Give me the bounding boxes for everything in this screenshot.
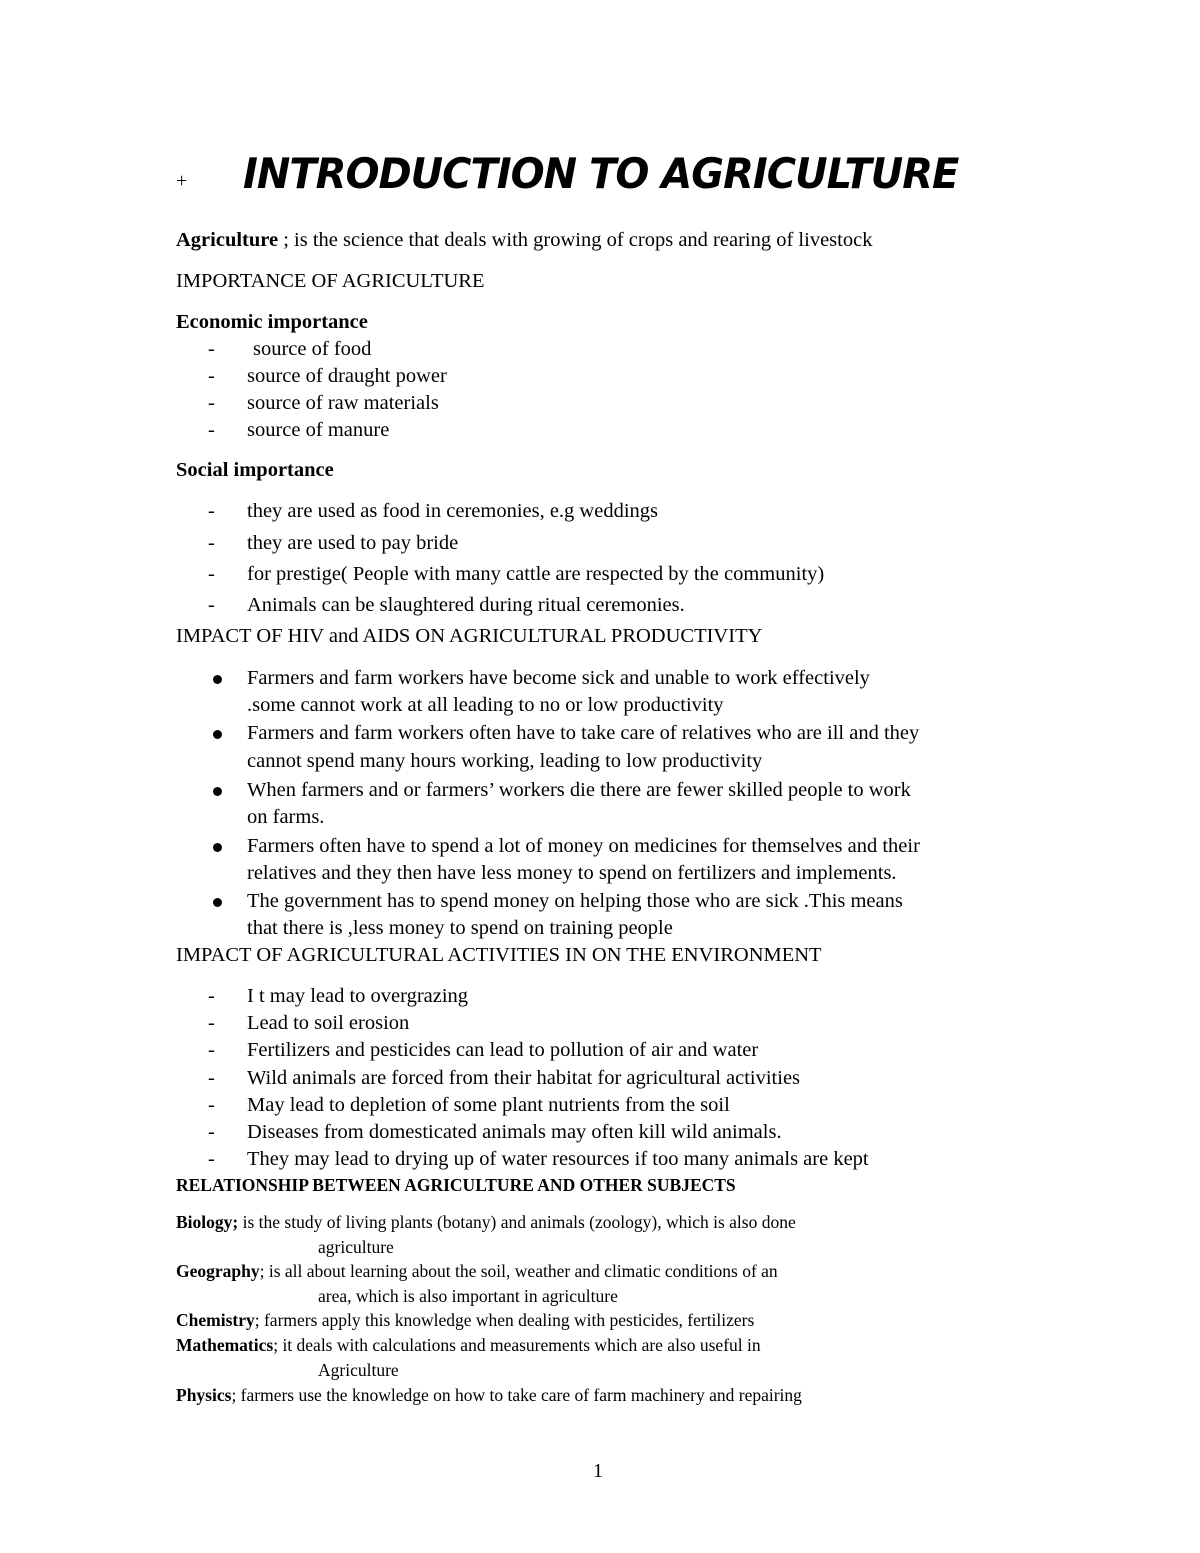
definition-text: ; is the science that deals with growing of crops and rearing of livestock (278, 229, 873, 251)
list-dash: - (208, 985, 215, 1007)
bullet-icon (213, 843, 222, 852)
importance-heading: IMPORTANCE OF AGRICULTURE (176, 270, 485, 292)
definition (176, 229, 872, 252)
list-item: they are used as food in ceremonies, e.g weddings (247, 500, 659, 522)
environment-heading: IMPACT OF AGRICULTURAL ACTIVITIES IN ON THE ENVIRONMENT (176, 944, 822, 966)
list-item-line: that there is ,less money to spend on training people (247, 917, 673, 939)
list-item: They may lead to drying up of water resources if too many animals are kept (247, 1148, 869, 1170)
list-dash: - (208, 338, 215, 360)
list-dash: - (208, 392, 215, 414)
subject-text: ; farmers use the knowledge on how to take care of farm machinery and repairing (231, 1385, 802, 1405)
page-title: INTRODUCTION TO AGRICULTURE (243, 150, 959, 199)
list-item-line: The government has to spend money on helping those who are sick .This means (247, 890, 903, 912)
list-item: Lead to soil erosion (247, 1012, 410, 1034)
list-dash: - (208, 1067, 215, 1089)
subject-entry (176, 1261, 778, 1282)
bullet-icon (213, 898, 222, 907)
list-item: for prestige( People with many cattle are respected by the community) (247, 563, 825, 585)
list-item: source of food (253, 338, 372, 360)
title-prefix: + (176, 170, 188, 192)
definition-term: Agriculture (176, 229, 279, 251)
list-item: Fertilizers and pesticides can lead to pollution of air and water (247, 1039, 759, 1061)
subject-name: Geography (176, 1261, 260, 1281)
list-dash: - (208, 563, 215, 585)
list-item-line: When farmers and or farmers’ workers die there are fewer skilled people to work (247, 779, 911, 801)
subject-name: Physics (176, 1385, 232, 1405)
list-dash: - (208, 1121, 215, 1143)
subject-name: Chemistry (176, 1310, 255, 1330)
list-dash: - (208, 1039, 215, 1061)
bullet-icon (213, 675, 222, 684)
list-item-line: on farms. (247, 806, 325, 828)
list-dash: - (208, 1094, 215, 1116)
list-dash: - (208, 419, 215, 441)
list-item: Animals can be slaughtered during ritual ceremonies. (247, 594, 685, 616)
list-item: May lead to depletion of some plant nutrients from the soil (247, 1094, 730, 1116)
list-item-line: Farmers and farm workers often have to take care of relatives who are ill and they (247, 722, 920, 744)
subject-continuation: area, which is also important in agriculture (318, 1286, 618, 1306)
list-item-line: Farmers and farm workers have become sick and unable to work effectively (247, 667, 870, 689)
list-item: source of raw materials (247, 392, 439, 414)
subject-text: ; farmers apply this knowledge when dealing with pesticides, fertilizers (254, 1310, 755, 1330)
list-dash: - (208, 1012, 215, 1034)
list-dash: - (208, 1148, 215, 1170)
bullet-icon (213, 787, 222, 796)
list-item-line: relatives and they then have less money to spend on fertilizers and implements. (247, 862, 897, 884)
bullet-icon (213, 730, 222, 739)
subject-continuation: agriculture (318, 1237, 394, 1257)
list-item: source of draught power (247, 365, 447, 387)
list-item-line: cannot spend many hours working, leading to low productivity (247, 750, 763, 772)
relationship-heading: RELATIONSHIP BETWEEN AGRICULTURE AND OTHER SUBJECTS (176, 1175, 736, 1195)
list-item: I t may lead to overgrazing (247, 985, 469, 1007)
subject-text: ; it deals with calculations and measurements which are also useful in (273, 1335, 761, 1355)
subject-name: Mathematics (176, 1335, 274, 1355)
list-item-line: .some cannot work at all leading to no or low productivity (247, 694, 724, 716)
list-dash: - (208, 500, 215, 522)
list-item: Diseases from domesticated animals may often kill wild animals. (247, 1121, 782, 1143)
hiv-heading: IMPACT OF HIV and AIDS ON AGRICULTURAL PRODUCTIVITY (176, 625, 763, 647)
subject-name: Biology; (176, 1212, 239, 1232)
list-item: source of manure (247, 419, 390, 441)
list-item: they are used to pay bride (247, 532, 459, 554)
subject-continuation: Agriculture (318, 1360, 399, 1380)
social-heading: Social importance (176, 459, 334, 481)
list-dash: - (208, 594, 215, 616)
list-dash: - (208, 532, 215, 554)
subject-entry (176, 1310, 754, 1331)
list-item: Wild animals are forced from their habitat for agricultural activities (247, 1067, 801, 1089)
list-dash: - (208, 365, 215, 387)
subject-entry (176, 1335, 761, 1356)
page-number: 1 (593, 1460, 603, 1482)
subject-entry (176, 1212, 796, 1233)
subject-text: is the study of living plants (botany) and animals (zoology), which is also done (238, 1212, 796, 1232)
subject-text: ; is all about learning about the soil, weather and climatic conditions of an (259, 1261, 778, 1281)
subject-entry (176, 1385, 802, 1406)
economic-heading: Economic importance (176, 311, 368, 333)
list-item-line: Farmers often have to spend a lot of money on medicines for themselves and their (247, 835, 920, 857)
